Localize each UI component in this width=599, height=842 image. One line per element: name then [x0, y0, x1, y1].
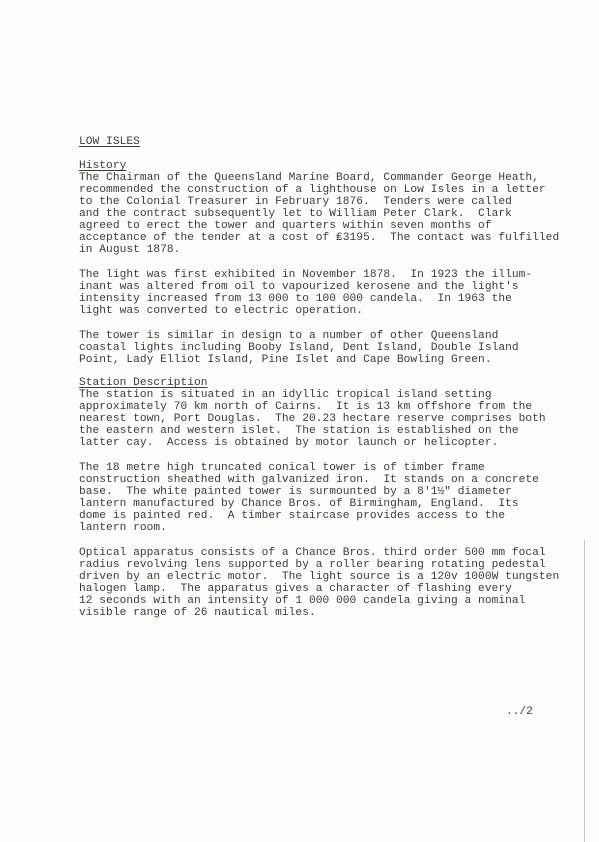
paragraph-line: The light was first exhibited in November 1878. In 1923 the illum- [79, 269, 533, 281]
paragraph-line: The tower is similar in design to a number of other Queensland [79, 330, 499, 342]
history-line: The Chairman of the Queensland Marine Board, Commander George Heath, [79, 172, 539, 184]
history-line: acceptance of the tender at a cost of ₤3195. The contact was fulfilled [79, 232, 560, 244]
page-continuation-marker: ../2 [506, 706, 533, 718]
history-line: recommended the construction of a lighthouse on Low Isles in a letter [79, 184, 546, 196]
tower-line: The 18 metre high truncated conical tower is of timber frame [79, 462, 485, 474]
station-line: nearest town, Port Douglas. The 20.23 hectare reserve comprises both [79, 413, 546, 425]
tower-line: construction sheathed with galvanized iron. It stands on a concrete [79, 474, 539, 486]
station-line: latter cay. Access is obtained by motor launch or helicopter. [79, 437, 499, 449]
optical-line: 12 seconds with an intensity of 1 000 000 candela giving a nominal [79, 595, 526, 607]
optical-line: driven by an electric motor. The light source is a 120v 1000W tungsten [79, 571, 560, 583]
scan-edge-divider [584, 540, 585, 842]
tower-line: lantern manufactured by Chance Bros. of Birmingham, England. Its [79, 498, 519, 510]
station-line: the eastern and western islet. The station is established on the [79, 425, 519, 437]
optical-line: radius revolving lens supported by a roller bearing rotating pedestal [79, 559, 546, 571]
history-line: and the contract subsequently let to William Peter Clark. Clark [79, 208, 512, 220]
optical-line: halogen lamp. The apparatus gives a character of flashing every [79, 583, 512, 595]
history-heading: History [79, 160, 127, 172]
station-line: approximately 70 km north of Cairns. It is 13 km offshore from the [79, 401, 533, 413]
paragraph-line: inant was altered from oil to vapourized kerosene and the light's [79, 281, 519, 293]
paragraph-line: coastal lights including Booby Island, Dent Island, Double Island [79, 342, 519, 354]
station-line: The station is situated in an idyllic tropical island setting [79, 389, 492, 401]
paragraph-line: Point, Lady Elliot Island, Pine Islet and Cape Bowling Green. [79, 354, 492, 366]
history-line: agreed to erect the tower and quarters within seven months of [79, 220, 492, 232]
history-line: to the Colonial Treasurer in February 1876. Tenders were called [79, 196, 512, 208]
tower-line: dome is painted red. A timber staircase provides access to the [79, 510, 506, 522]
optical-line: Optical apparatus consists of a Chance Bros. third order 500 mm focal [79, 547, 546, 559]
document-title: LOW ISLES [79, 136, 140, 148]
tower-line: base. The white painted tower is surmounted by a 8'1½" diameter [79, 486, 512, 498]
optical-line: visible range of 26 nautical miles. [79, 607, 316, 619]
paragraph-line: light was converted to electric operation. [79, 305, 364, 317]
station-description-heading: Station Description [79, 377, 208, 389]
paragraph-line: intensity increased from 13 000 to 100 000 candela. In 1963 the [79, 293, 512, 305]
history-line: in August 1878. [79, 244, 181, 256]
tower-line: lantern room. [79, 522, 167, 534]
